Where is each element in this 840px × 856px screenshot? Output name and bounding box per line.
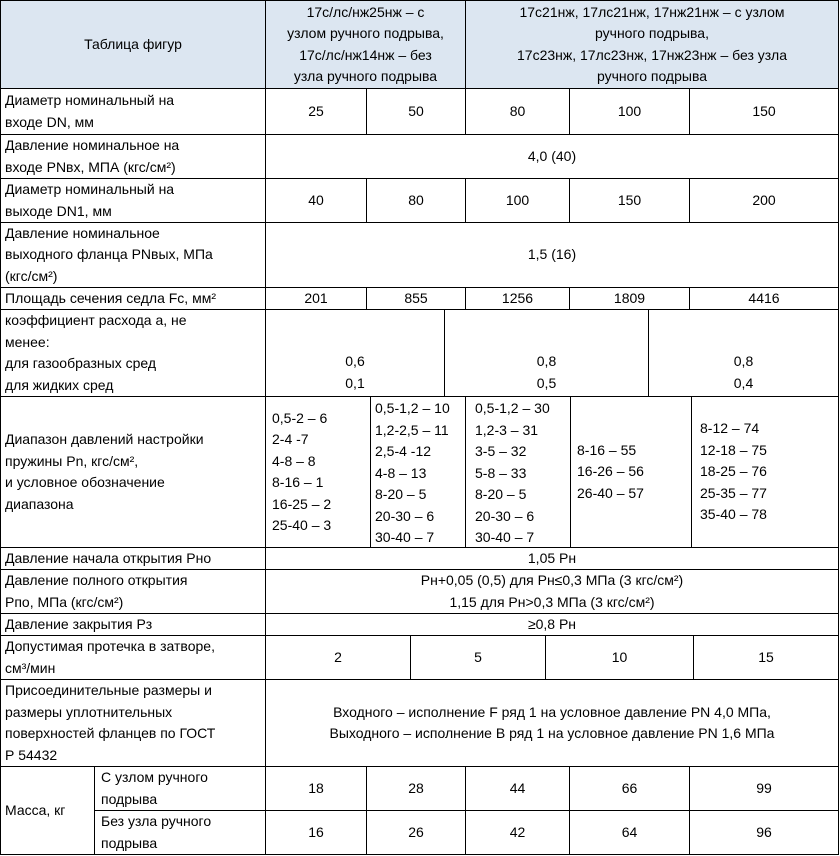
flow-value: 0,6 0,1 bbox=[345, 353, 365, 391]
flow-value: 0,8 0,5 bbox=[536, 353, 557, 391]
dn-out-value: 100 bbox=[505, 191, 530, 208]
leak-value: 5 bbox=[474, 648, 482, 665]
dn-in-value: 25 bbox=[308, 102, 324, 119]
mass-with-value: 66 bbox=[621, 779, 638, 796]
dn-in-value: 100 bbox=[617, 102, 642, 119]
pn-out-label: Давление номинальное выходного фланца PNвых, МПа (кгс/см²) bbox=[5, 224, 213, 284]
area-value: 1256 bbox=[501, 289, 534, 306]
spring-value: 0,5-1,2 – 30 1,2-3 – 31 3-5 – 32 5-8 – 33 8-20 – 5 20-30 – 6 30-40 – 7 bbox=[475, 400, 550, 545]
area-label: Площадь сечения седла Fc, мм² bbox=[5, 289, 216, 306]
dn-in-value: 150 bbox=[752, 102, 776, 119]
leak-value: 2 bbox=[334, 648, 342, 665]
dn-out-value: 150 bbox=[617, 191, 642, 208]
mass-with-value: 28 bbox=[408, 779, 424, 796]
mass-with-value: 44 bbox=[509, 779, 526, 796]
leak-value: 10 bbox=[611, 648, 628, 665]
mass-label: Масса, кг bbox=[5, 801, 66, 818]
p-open-full-value: Рн+0,05 (0,5) для Рн≤0,3 МПа (3 кгс/см²) 1,15 для Рн>0,3 МПа (3 кгс/см²) bbox=[420, 572, 684, 610]
spring-value: 0,5-1,2 – 10 1,2-2,5 – 11 2,5-4 -12 4-8 – 13 8-20 – 5 20-30 – 6 30-40 – 7 bbox=[375, 400, 450, 545]
mass-without-value: 64 bbox=[621, 823, 638, 840]
spring-value: 0,5-2 – 6 2-4 -7 4-8 – 8 8-16 – 1 16-25 – 2 25-40 – 3 bbox=[272, 409, 332, 533]
grid-line bbox=[838, 0, 839, 855]
pn-out-value: 1,5 (16) bbox=[527, 246, 577, 263]
area-value: 1809 bbox=[613, 289, 646, 306]
pn-in-label: Давление номинальное на входе PNвх, МПА (кгс/см²) bbox=[5, 137, 180, 175]
area-value: 855 bbox=[404, 289, 428, 306]
area-value: 201 bbox=[304, 289, 328, 306]
p-close-value: ≥0,8 Рн bbox=[527, 615, 577, 632]
p-open-start-value: 1,05 Рн bbox=[527, 549, 577, 566]
dn-in-value: 50 bbox=[408, 102, 424, 119]
spring-value: 8-12 – 74 12-18 – 75 18-25 – 76 25-35 – 77 35-40 – 78 bbox=[700, 420, 767, 523]
mass-without-value: 26 bbox=[408, 823, 424, 840]
leak-label: Допустимая протечка в затворе, см³/мин bbox=[5, 638, 215, 676]
spring-label: Диапазон давлений настройки пружины Pn, кгс/см², и условное обозначение диапазона bbox=[5, 431, 204, 512]
mass-without-label: Без узла ручного подрыва bbox=[101, 813, 212, 851]
area-value: 4416 bbox=[748, 289, 780, 306]
p-open-start-label: Давление начала открытия Рно bbox=[5, 549, 212, 566]
dn-out-value: 200 bbox=[752, 191, 776, 208]
mass-with-label: С узлом ручного подрыва bbox=[101, 769, 208, 807]
table-title: Таблица фигур bbox=[1, 1, 265, 88]
p-close-label: Давление закрытия Рз bbox=[5, 615, 153, 632]
mass-without-value: 96 bbox=[756, 823, 772, 840]
dn-out-value: 40 bbox=[308, 191, 324, 208]
mass-with-value: 18 bbox=[308, 779, 324, 796]
flanges-label: Присоединительные размеры и размеры уплотнительных поверхностей фланцев по ГОСТ Р 54432 bbox=[5, 682, 216, 763]
flow-value: 0,8 0,4 bbox=[733, 353, 754, 391]
pn-in-value: 4,0 (40) bbox=[527, 147, 577, 164]
dn-in-label: Диаметр номинальный на входе DN, мм bbox=[5, 92, 175, 130]
mass-without-value: 16 bbox=[308, 823, 324, 840]
mass-without-value: 42 bbox=[509, 823, 526, 840]
dn-in-value: 80 bbox=[509, 102, 526, 119]
grid-line bbox=[0, 854, 839, 855]
p-open-full-label: Давление полного открытия Рпо, МПа (кгс/см²) bbox=[5, 572, 188, 610]
flow-label: коэффициент расхода а, не менее: для газообразных сред для жидких сред bbox=[5, 312, 187, 393]
mass-with-value: 99 bbox=[756, 779, 772, 796]
dn-out-value: 80 bbox=[408, 191, 424, 208]
flanges-value: Входного – исполнение F ряд 1 на условное давление PN 4,0 МПа, Выходного – исполнение B ряд 1 на условное давление PN 1,6 МПа bbox=[329, 703, 775, 741]
header-group-1: 17с/лс/нж25нж – с узлом ручного подрыва, 17с/лс/нж14нж – без узла ручного подрыва bbox=[266, 1, 465, 88]
header-group-2: 17с21нж, 17лс21нж, 17нж21нж – с узлом ручного подрыва, 17с23нж, 17лс23нж, 17нж23нж – без узла ручного подрыва bbox=[466, 1, 838, 88]
dn-out-label: Диаметр номинальный на выходе DN1, мм bbox=[5, 181, 175, 219]
spring-value: 8-16 – 55 16-26 – 56 26-40 – 57 bbox=[577, 441, 644, 501]
leak-value: 15 bbox=[758, 648, 774, 665]
